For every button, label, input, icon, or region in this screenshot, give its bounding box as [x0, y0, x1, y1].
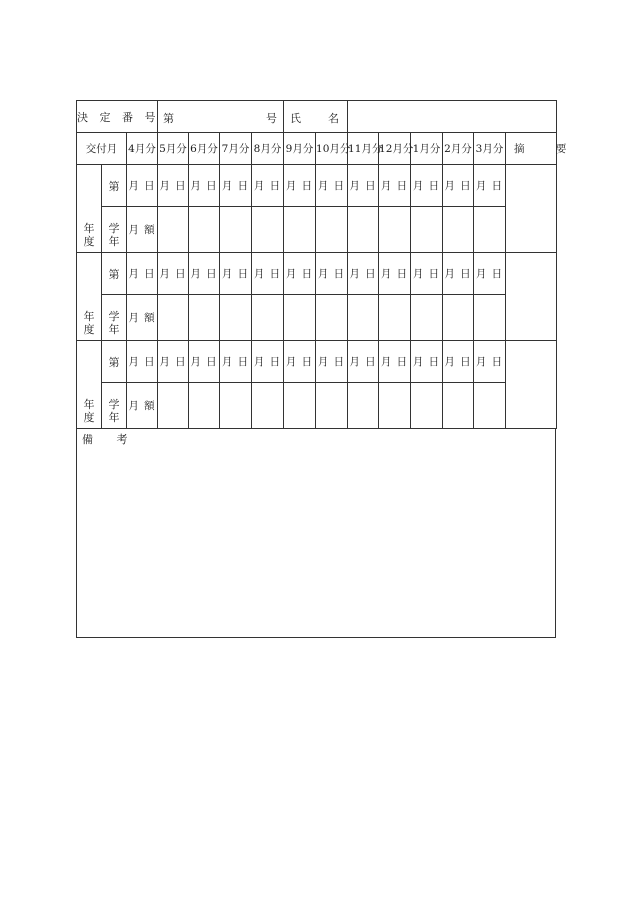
month-header: 5月分 [158, 133, 189, 165]
grade-prefix-label: 第 [102, 165, 127, 207]
amount-cell[interactable] [189, 207, 220, 253]
date-cell[interactable]: 月 日 [158, 253, 189, 295]
date-cell[interactable]: 月 日 [316, 165, 348, 207]
grade-label: 学 年 [102, 383, 127, 429]
date-cell[interactable]: 月 日 [316, 253, 348, 295]
month-header: 1月分 [411, 133, 443, 165]
date-cell[interactable]: 月 日 [411, 341, 443, 383]
date-cell[interactable]: 月 日 [348, 165, 379, 207]
amount-cell[interactable] [220, 207, 252, 253]
name-label-2: 名 [328, 112, 340, 125]
monthly-amount-label: 月 額 [127, 383, 158, 429]
date-cell[interactable]: 月 日 [220, 253, 252, 295]
name-label [284, 101, 348, 133]
number-prefix: 第 [163, 112, 175, 125]
amount-cell[interactable] [411, 207, 443, 253]
amount-cell[interactable] [443, 383, 474, 429]
date-cell[interactable]: 月 日 [284, 253, 316, 295]
amount-row [77, 383, 557, 429]
date-cell[interactable]: 月 日 [252, 165, 284, 207]
header-row [77, 101, 557, 133]
date-cell[interactable]: 月 日 [220, 165, 252, 207]
amount-cell[interactable] [189, 383, 220, 429]
remarks-box[interactable] [76, 429, 556, 638]
summary-cell[interactable] [506, 253, 557, 341]
date-cell[interactable]: 月 日 [316, 341, 348, 383]
date-cell[interactable]: 月 日 [189, 341, 220, 383]
amount-cell[interactable] [252, 207, 284, 253]
name-field[interactable] [348, 101, 557, 133]
month-header: 12月分 [379, 133, 411, 165]
amount-cell[interactable] [411, 383, 443, 429]
amount-cell[interactable] [348, 207, 379, 253]
date-cell[interactable]: 月 日 [284, 341, 316, 383]
amount-cell[interactable] [379, 295, 411, 341]
amount-cell[interactable] [252, 295, 284, 341]
date-cell[interactable]: 月 日 [127, 341, 158, 383]
date-cell[interactable]: 月 日 [189, 253, 220, 295]
month-header: 3月分 [474, 133, 506, 165]
number-suffix: 号 [266, 112, 278, 125]
date-cell[interactable]: 月 日 [252, 253, 284, 295]
date-row [77, 341, 557, 383]
date-cell[interactable]: 月 日 [379, 341, 411, 383]
date-cell[interactable]: 月 日 [158, 341, 189, 383]
amount-cell[interactable] [474, 295, 506, 341]
fiscal-year-label[interactable]: 年 度 [77, 341, 102, 429]
remarks-label: 備 考 [82, 433, 138, 446]
date-cell[interactable]: 月 日 [379, 165, 411, 207]
amount-cell[interactable] [284, 207, 316, 253]
date-cell[interactable]: 月 日 [220, 341, 252, 383]
grade-label: 学 年 [102, 207, 127, 253]
name-label-1: 氏 [290, 112, 302, 125]
date-cell[interactable]: 月 日 [158, 165, 189, 207]
date-cell[interactable]: 月 日 [474, 165, 506, 207]
fiscal-year-label[interactable]: 年 度 [77, 165, 102, 253]
month-header-row [77, 133, 557, 165]
amount-cell[interactable] [316, 295, 348, 341]
amount-cell[interactable] [379, 383, 411, 429]
date-cell[interactable]: 月 日 [189, 165, 220, 207]
date-cell[interactable]: 月 日 [411, 253, 443, 295]
amount-cell[interactable] [411, 295, 443, 341]
grade-label: 学 年 [102, 295, 127, 341]
summary-cell[interactable] [506, 341, 557, 429]
amount-row [77, 207, 557, 253]
date-cell[interactable]: 月 日 [348, 341, 379, 383]
grade-prefix-label: 第 [102, 341, 127, 383]
fiscal-year-label[interactable]: 年 度 [77, 253, 102, 341]
month-header: 6月分 [189, 133, 220, 165]
amount-cell[interactable] [284, 295, 316, 341]
date-cell[interactable]: 月 日 [284, 165, 316, 207]
amount-cell[interactable] [220, 295, 252, 341]
month-header: 7月分 [220, 133, 252, 165]
date-cell[interactable]: 月 日 [443, 341, 474, 383]
amount-cell[interactable] [443, 207, 474, 253]
grant-record-form [76, 100, 581, 638]
amount-cell[interactable] [348, 383, 379, 429]
summary-label: 摘 要 [506, 133, 557, 165]
amount-cell[interactable] [316, 383, 348, 429]
amount-cell[interactable] [379, 207, 411, 253]
month-header: 8月分 [252, 133, 284, 165]
date-cell[interactable]: 月 日 [411, 165, 443, 207]
date-cell[interactable]: 月 日 [443, 253, 474, 295]
amount-cell[interactable] [348, 295, 379, 341]
amount-cell[interactable] [158, 295, 189, 341]
amount-cell[interactable] [284, 383, 316, 429]
summary-cell[interactable] [506, 165, 557, 253]
date-cell[interactable]: 月 日 [252, 341, 284, 383]
amount-cell[interactable] [252, 383, 284, 429]
month-header: 4月分 [127, 133, 158, 165]
month-header: 10月分 [316, 133, 348, 165]
date-cell[interactable]: 月 日 [127, 253, 158, 295]
date-cell[interactable]: 月 日 [474, 253, 506, 295]
issue-month-label: 交付月 [77, 133, 127, 165]
decision-number-field[interactable] [158, 101, 284, 133]
amount-cell[interactable] [158, 383, 189, 429]
amount-cell[interactable] [189, 295, 220, 341]
amount-cell[interactable] [443, 295, 474, 341]
monthly-amount-label: 月 額 [127, 207, 158, 253]
date-row [77, 253, 557, 295]
date-row [77, 165, 557, 207]
date-cell[interactable]: 月 日 [379, 253, 411, 295]
monthly-amount-label: 月 額 [127, 295, 158, 341]
date-cell[interactable]: 月 日 [443, 165, 474, 207]
month-header: 2月分 [443, 133, 474, 165]
amount-cell[interactable] [316, 207, 348, 253]
month-header: 11月分 [348, 133, 379, 165]
form-table [76, 100, 581, 429]
amount-cell[interactable] [474, 383, 506, 429]
grade-prefix-label: 第 [102, 253, 127, 295]
decision-number-label: 決 定 番 号 [77, 101, 158, 133]
amount-row [77, 295, 557, 341]
date-cell[interactable]: 月 日 [474, 341, 506, 383]
date-cell[interactable]: 月 日 [127, 165, 158, 207]
amount-cell[interactable] [220, 383, 252, 429]
amount-cell[interactable] [158, 207, 189, 253]
date-cell[interactable]: 月 日 [348, 253, 379, 295]
amount-cell[interactable] [474, 207, 506, 253]
month-header: 9月分 [284, 133, 316, 165]
